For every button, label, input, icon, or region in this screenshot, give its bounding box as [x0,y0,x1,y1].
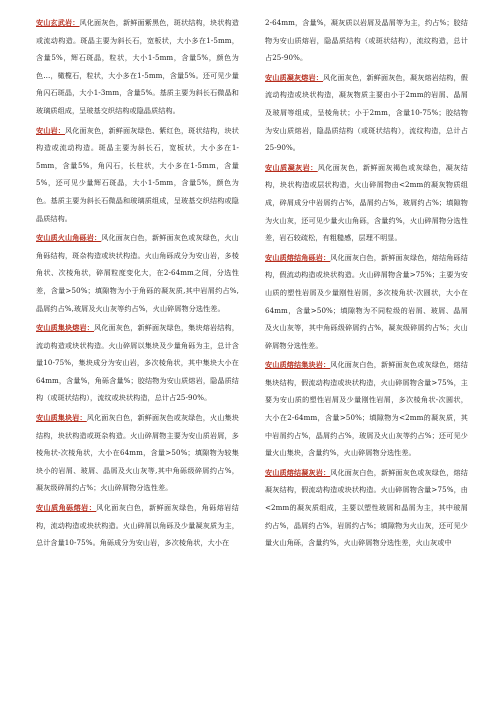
paragraph [36,409,239,497]
rock-term: 安山质集块岩： [36,413,87,423]
paragraph-text: 风化面灰白色，新鲜面灰色或灰绿色，火山角砾结构，斑杂构造或块状构造。火山角砾成分为安山岩，多棱角状、次棱角状，碎屑粒度变化大，在2-64mm之间，分选性差，含量>50%；填隙物为小于角砾的凝灰质,其中岩屑约占%,晶屑约占%,玻屑及火山灰等约占%，火山碎屑物分选性差。 [36,233,239,313]
paragraph [265,14,468,67]
paragraph-text: 风化面灰色，新鲜面灰绿色，集块熔岩结构，流动构造或块状构造。火山碎屑以集块及少量角砾为主，总计含量10-75%，集块成分为安山岩，多次棱角状，其中集块大小在64mm，含量%，角砾含量%；胶结物为安山质熔岩，隐晶质结构（或斑状结构），流纹或块状构造，总计占25-90%。 [36,323,239,403]
paragraph [36,122,239,228]
rock-term: 安山质凝灰熔岩： [265,72,324,82]
rock-term: 安山质熔结集块岩： [265,360,331,370]
rock-term: 安山质角砾熔岩： [36,503,97,513]
rock-term: 安山质火山角砾岩： [36,233,102,243]
paragraph [36,229,239,317]
paragraph-text: 风化面灰白色，新鲜面灰绿色，熔结角砾结构，假流动构造或块状构造。火山碎屑物含量>75%；主要为安山质的塑性岩屑及少量刚性岩屑，多次棱角状-次圆状，大小在64mm，含量>50%；填隙物为不同粒级的岩屑、玻屑、晶屑及火山灰等，其中角砾级碎屑约占%，凝灰级碎屑约占%；火山碎屑物分选性差。 [265,252,468,350]
left-column [36,14,239,702]
paragraph-text: 风化面灰色，新鲜面灰绿色、紫红色，斑状结构，块状构造或流动构造。斑晶主要为斜长石，宽板状，大小多在1-5mm，含量5%，角闪石，长柱状，大小多在1-5mm，含量5%，还可见少量辉石斑晶，大小1-5mm，含量5%，颜色为色。基质主要为斜长石微晶和玻璃质组成，呈玻基交织结构或隐晶质结构。 [36,125,239,223]
paragraph [265,249,468,355]
paragraph [265,159,468,247]
paragraph-text: 风化面灰白色，新鲜面灰绿色，角砾熔岩结构，流动构造或块状构造。火山碎屑以角砾及少量凝灰质为主，总计含量10-75%。角砾成分为安山岩，多次棱角状，大小在 [36,503,239,548]
paragraph [265,69,468,157]
paragraph-text: 风化面灰白色，新鲜面灰色或灰绿色，火山集块结构，块状构造或斑杂构造。火山碎屑物主要为安山质岩屑，多棱角状-次棱角状，大小在64mm，含量>50%；填隙物为较集块小的岩屑、玻屑、晶屑及火山灰等,其中角砾级碎屑约占%，凝灰级碎屑约占%；火山碎屑物分选性差。 [36,413,239,493]
paragraph [265,356,468,462]
rock-term: 安山质熔结角砾岩： [265,252,331,262]
paragraph [36,319,239,407]
paragraph [36,14,239,120]
paragraph [36,499,239,552]
paragraph-text: 风化面灰白色，新鲜面灰色或灰绿色，熔结凝灰结构，假流动构造或块状构造。火山碎屑物含量>75%，由<2mm的凝灰质组成，主要以塑性玻屑和晶屑为主，其中玻屑约占%，晶屑约占%，岩屑约占%；填隙物为火山灰，还可见少量火山角砾，含量约%，火山碎屑物分选性差，火山灰或中 [265,467,468,548]
rock-term: 安山质凝灰岩： [265,162,318,172]
paragraph-text: 风化面灰色，新鲜面灰褐色或灰绿色，凝灰结构，块状构造或层状构造，火山碎屑物由<2mm的凝灰物质组成，碎屑成分中岩屑约占%，晶屑约占%，玻屑约占%；填隙物为火山灰，还可见少量火山角砾，含量约%，火山碎屑物分选性差，岩石较疏松，有粗糙感，层理不明显。 [265,162,468,243]
paragraph-text: 风化面灰色，新鲜面灰色，凝灰熔岩结构，假流动构造或块状构造，凝灰物质主要由小于2mm的岩屑、晶屑及玻屑等组成，呈棱角状；小于2mm，含量10-75%；胶结物为安山质熔岩，隐晶质结构（或斑状结构），流纹构造，总计占25-90%。 [265,72,468,153]
paragraph-text: 风化面灰白色，新鲜面灰色或灰绿色，熔结集块结构，假流动构造或块状构造，火山碎屑物含量>75%，主要为安山质的塑性岩屑及少量刚性岩屑，多次棱角状-次圆状，大小在2-64mm，含量>50%；填隙物为<2mm的凝灰质，其中岩屑约占%，晶屑约占%，玻屑及火山灰等约占%；还可见少量火山集块，含量约%，火山碎屑物分选性差。 [265,360,468,458]
rock-term: 安山玄武岩： [36,18,80,27]
rock-term: 安山质熔结凝灰岩： [265,467,331,477]
paragraph-text: 风化面灰色，新鲜面紫黑色，斑状结构，块状构造或流动构造。斑晶主要为斜长石，宽板状，大小多在1-5mm，含量5%，辉石斑晶，粒状，大小1-5mm，含量5%，颜色为色…，橄榄石，粒状，大小多在1-5mm，含量5%。还可见少量角闪石斑晶，大小1-3mm，含量5%。基质主要为斜长石微晶和玻璃质组成，呈玻基交织结构或隐晶质结构。 [36,18,239,115]
paragraph-text: 2-64mm，含量%，凝灰质以岩屑及晶屑等为主，约占%；胶结物为安山质熔岩，隐晶质结构（或斑状结构），流纹构造，总计占25-90%。 [265,18,468,63]
rock-term: 安山岩： [36,125,66,135]
rock-term: 安山质集块熔岩： [36,323,95,333]
right-column [265,14,468,702]
paragraph [265,464,468,552]
